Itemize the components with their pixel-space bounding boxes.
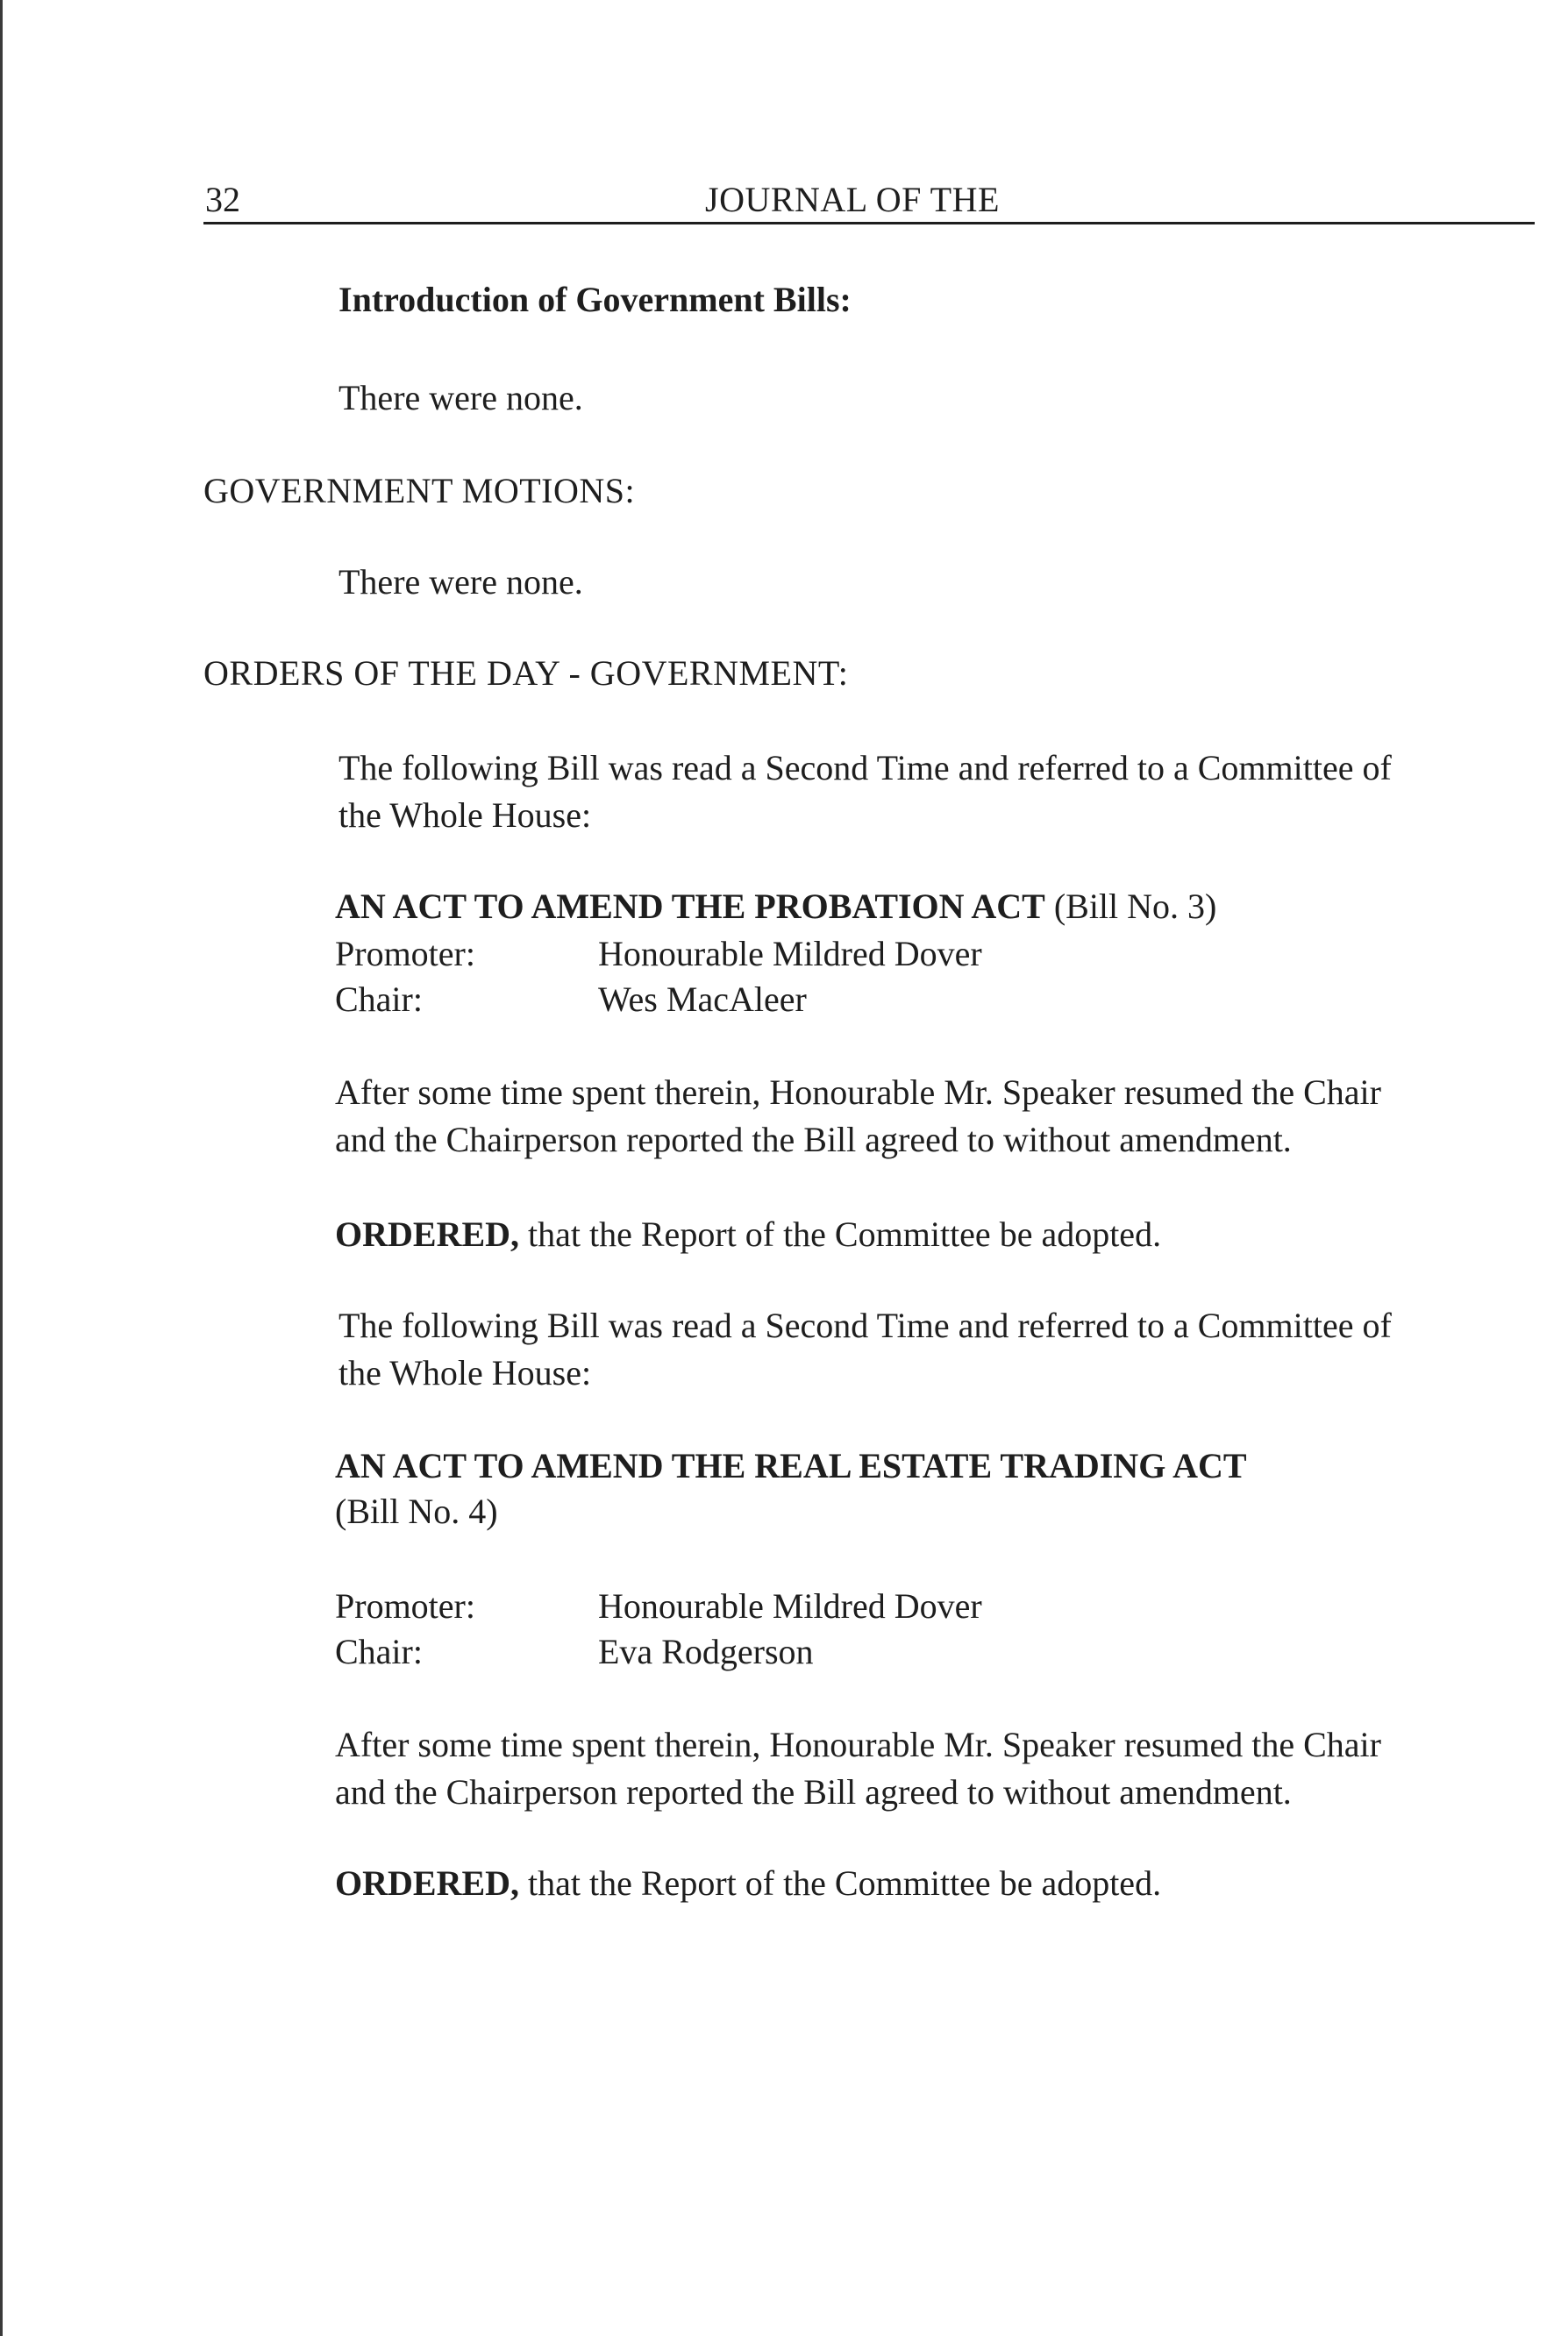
bill1-intro-line2: the Whole House:: [339, 795, 592, 835]
bill2-ordered-label: ORDERED,: [335, 1863, 520, 1903]
bill1-ordered: [335, 1214, 1161, 1255]
bill2-intro-line2: the Whole House:: [339, 1353, 592, 1392]
bill1-title-number: (Bill No. 3): [1044, 887, 1217, 926]
bill1-after-line1: After some time spent therein, Honourable Mr. Speaker resumed the Chair: [335, 1072, 1381, 1112]
bill1-title-act: AN ACT TO AMEND THE PROBATION ACT: [335, 887, 1045, 926]
bill1-ordered-label: ORDERED,: [335, 1214, 520, 1254]
bill1-promoter-value: Honourable Mildred Dover: [598, 934, 982, 973]
bill1-intro-line1: The following Bill was read a Second Time and referred to a Committee of: [339, 748, 1392, 787]
bill1-after-line2: and the Chairperson reported the Bill agreed to without amendment.: [335, 1120, 1292, 1159]
bill2-ordered: [335, 1862, 1161, 1904]
bill2-after-line1: After some time spent therein, Honourable Mr. Speaker resumed the Chair: [335, 1725, 1381, 1764]
intro-heading: Introduction of Government Bills:: [339, 280, 852, 319]
orders-heading: ORDERS OF THE DAY - GOVERNMENT:: [203, 653, 849, 693]
bill2-ordered-text: that the Report of the Committee be adopted.: [519, 1863, 1162, 1903]
bill2-intro-line1: The following Bill was read a Second Time and referred to a Committee of: [339, 1306, 1392, 1345]
running-header-title: JOURNAL OF THE: [705, 180, 1000, 219]
bill2-promoter-label: Promoter:: [335, 1586, 475, 1626]
bill2-title-act: AN ACT TO AMEND THE REAL ESTATE TRADING ACT: [335, 1446, 1247, 1485]
bill2-chair-label: Chair:: [335, 1632, 423, 1671]
bill1-title: [335, 886, 1216, 927]
header-rule: [203, 222, 1535, 224]
bill2-title-number: (Bill No. 4): [335, 1492, 498, 1531]
page-number: 32: [205, 180, 240, 219]
bill2-after-line2: and the Chairperson reported the Bill agreed to without amendment.: [335, 1772, 1292, 1812]
bill1-chair-value: Wes MacAleer: [598, 979, 807, 1019]
bill1-ordered-text: that the Report of the Committee be adopted.: [519, 1214, 1162, 1254]
bill1-promoter-label: Promoter:: [335, 934, 475, 973]
scan-edge-line: [0, 0, 3, 2336]
intro-text: There were none.: [339, 378, 583, 417]
motions-text: There were none.: [339, 562, 583, 602]
bill2-promoter-value: Honourable Mildred Dover: [598, 1586, 982, 1626]
bill2-chair-value: Eva Rodgerson: [598, 1632, 814, 1671]
bill1-chair-label: Chair:: [335, 979, 423, 1019]
motions-heading: GOVERNMENT MOTIONS:: [203, 471, 636, 510]
